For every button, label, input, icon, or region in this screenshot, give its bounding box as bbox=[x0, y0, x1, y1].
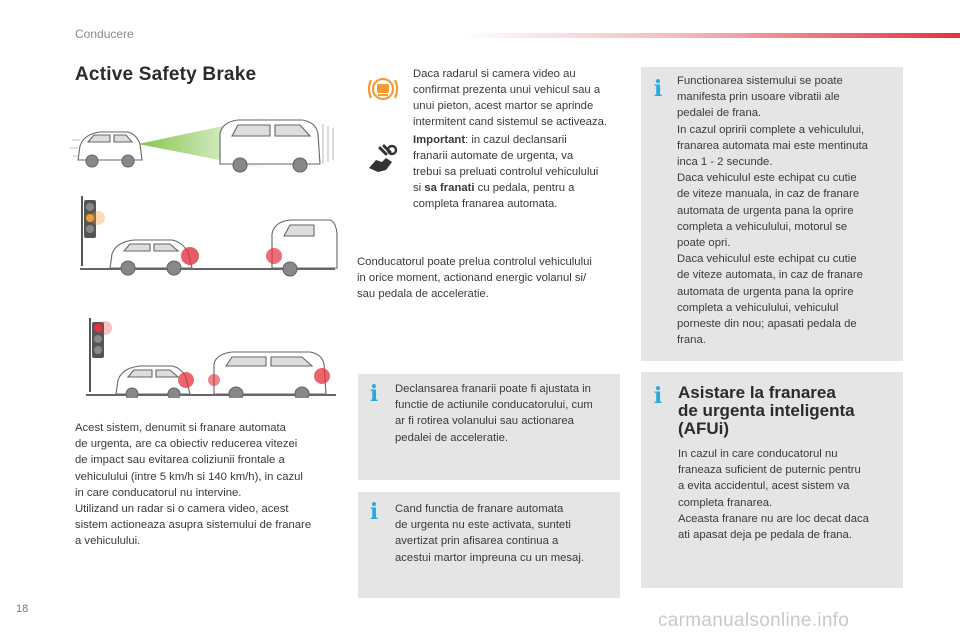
info-text bbox=[677, 73, 901, 348]
page-title: Active Safety Brake bbox=[75, 64, 257, 85]
text-line: completa a vehiculului, vehiculul bbox=[677, 301, 839, 314]
text-line: acestui martor impreuna cu un mesaj. bbox=[395, 551, 584, 564]
text-line: Daca vehiculul este echipat cu cutie bbox=[677, 172, 857, 185]
text-line: franarea automata mai este mentinuta bbox=[677, 139, 868, 152]
text-line: automata de urgenta pana la oprire bbox=[677, 285, 854, 298]
important-description bbox=[413, 133, 623, 213]
text-line: In cazul in care conducatorul nu bbox=[678, 448, 838, 460]
text-line: franarii automate de urgenta, va bbox=[413, 149, 574, 162]
text-line: intermitent cand sistemul se activeaza. bbox=[413, 115, 608, 128]
text-line: Daca radarul si camera video au bbox=[413, 68, 576, 80]
header-divider bbox=[460, 33, 960, 38]
text-line: avertizat prin afisarea continua a bbox=[395, 535, 559, 548]
text-line: de impact sau evitarea coliziunii frontale a bbox=[75, 454, 285, 467]
title-line: Asistare la franarea bbox=[678, 383, 836, 402]
text-line: a vehiculului. bbox=[75, 535, 141, 548]
text-line: de viteze manuala, in caz de franare bbox=[677, 188, 860, 201]
van-icon bbox=[214, 352, 326, 398]
text-line: de viteze automata, in caz de franare bbox=[677, 269, 863, 282]
text-line: Cand functia de franare automata bbox=[395, 503, 564, 515]
text-line: automata de urgenta pana la oprire bbox=[677, 204, 854, 217]
text-line: Daca vehiculul este echipat cu cutie bbox=[677, 253, 857, 266]
text-line: Conducatorul poate prelua controlul vehiculului bbox=[357, 256, 592, 268]
section-label: Conducere bbox=[75, 27, 134, 41]
text-line: pedalei de frana. bbox=[677, 107, 762, 120]
van-icon bbox=[272, 220, 337, 276]
text-span: : in cazul declansarii bbox=[465, 134, 567, 146]
text-line: completa franarea automata. bbox=[413, 197, 558, 210]
title-line: de urgenta inteligenta bbox=[678, 401, 855, 420]
title-line: (AFUi) bbox=[678, 419, 729, 438]
info-box-not-activated bbox=[358, 492, 620, 598]
brake-warning-icon bbox=[366, 72, 400, 106]
driver-control-paragraph bbox=[357, 254, 619, 303]
text-line: porneste din nou; apasati pedala de bbox=[677, 318, 857, 331]
afui-description bbox=[678, 446, 900, 543]
traffic-light-icon bbox=[89, 318, 112, 392]
text-line: ati apasat deja pe pedala de frana. bbox=[678, 529, 852, 542]
text-line: confirmat prezenta unui vehicul sau a bbox=[413, 83, 601, 96]
text-span-bold: sa franati bbox=[424, 181, 475, 194]
traffic-light-icon bbox=[81, 196, 105, 266]
text-line: In cazul opririi complete a vehiculului, bbox=[677, 123, 865, 136]
afui-title bbox=[678, 384, 898, 438]
text-line: completa franarea. bbox=[678, 496, 773, 509]
text-line: vehiculului (intre 5 km/h si 140 km/h), in cazul bbox=[75, 470, 303, 483]
info-icon: i bbox=[653, 76, 663, 102]
text-line: poate opri. bbox=[677, 237, 731, 250]
important-label: Important bbox=[413, 134, 466, 146]
text-line: Acest sistem, denumit si franare automata bbox=[75, 422, 286, 434]
warning-light-description bbox=[413, 67, 623, 131]
text-line: de urgenta nu este activata, sunteti bbox=[395, 519, 571, 532]
text-line: sau pedala de acceleratie. bbox=[357, 288, 489, 301]
hand-wrench-icon bbox=[366, 142, 400, 176]
text-line: frana. bbox=[677, 334, 706, 347]
intro-paragraph bbox=[75, 420, 340, 550]
text-span: cu pedala, pentru a bbox=[474, 181, 575, 194]
car-icon bbox=[78, 132, 142, 167]
text-line: in orice moment, actionand energic volanul si/ bbox=[357, 272, 587, 285]
alert-glow bbox=[314, 368, 330, 384]
text-line: pedalei de acceleratie. bbox=[395, 431, 509, 444]
text-line: inca 1 - 2 secunde. bbox=[677, 156, 773, 169]
text-line: franeaza suficient de puternic pentru bbox=[678, 464, 861, 477]
van-icon bbox=[220, 120, 320, 172]
alert-glow bbox=[266, 248, 282, 264]
text-line: unui pieton, acest martor se aprinde bbox=[413, 99, 594, 112]
text-line: Functionarea sistemului se poate bbox=[677, 75, 843, 87]
page-number: 18 bbox=[16, 603, 29, 615]
text-line: Utilizand un radar si o camera video, acest bbox=[75, 503, 289, 516]
alert-glow bbox=[208, 374, 220, 386]
text-span: si bbox=[413, 181, 425, 194]
text-line: in care conducatorul nu intervine. bbox=[75, 486, 242, 499]
watermark: carmanualsonline.info bbox=[658, 610, 850, 631]
text-line: functie de actiunile conducatorului, cum bbox=[395, 399, 593, 412]
text-line: manifesta prin usoare vibratii ale bbox=[677, 91, 840, 104]
text-line bbox=[413, 133, 623, 149]
text-line: Aceasta franare nu are loc decat daca bbox=[678, 512, 869, 525]
text-line: de urgenta, are ca obiectiv reducerea vitezei bbox=[75, 438, 298, 451]
text-line: a evita accidentul, acest sistem va bbox=[678, 480, 850, 493]
info-icon: i bbox=[369, 381, 379, 407]
info-text bbox=[395, 381, 617, 446]
info-box-adjustment bbox=[358, 374, 620, 480]
text-line: sistem actioneaza asupra sistemului de franare bbox=[75, 519, 312, 532]
text-line: trebui sa preluati controlul vehiculului bbox=[413, 165, 599, 178]
alert-glow bbox=[181, 247, 199, 265]
text-line: ar fi rotirea volanului sau actionarea bbox=[395, 415, 574, 428]
info-text bbox=[395, 501, 617, 566]
info-icon: i bbox=[369, 499, 379, 525]
alert-glow bbox=[178, 372, 194, 388]
text-line: Declansarea franarii poate fi ajustata in bbox=[395, 383, 591, 395]
text-line: completa a vehiculului, motorul se bbox=[677, 220, 848, 233]
braking-illustration bbox=[86, 318, 336, 398]
radar-detection-illustration bbox=[70, 112, 340, 177]
info-icon: i bbox=[653, 383, 663, 409]
text-line bbox=[413, 181, 623, 197]
info-box-operation bbox=[641, 67, 903, 361]
warning-illustration bbox=[72, 196, 342, 288]
